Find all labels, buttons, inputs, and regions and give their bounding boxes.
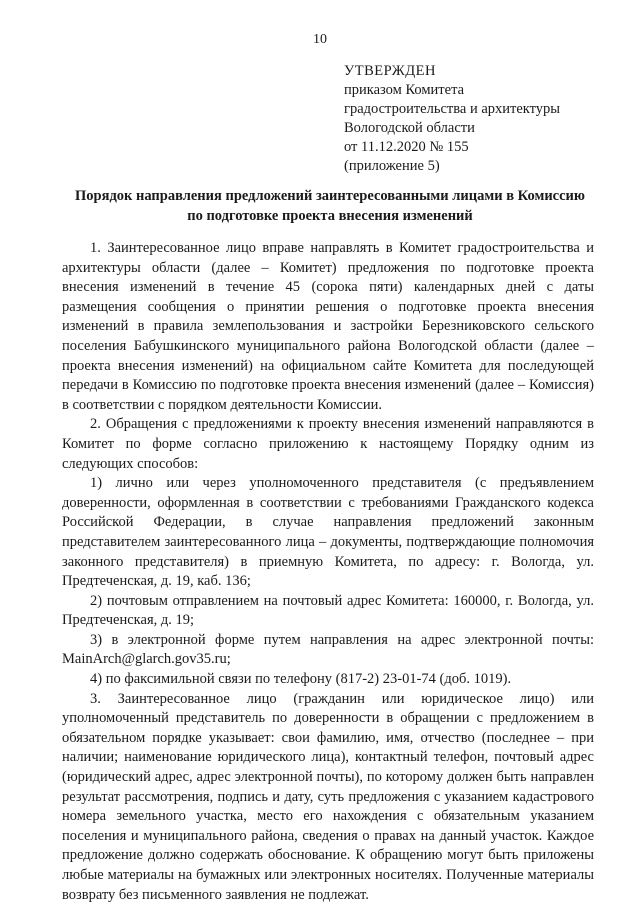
approval-line: приказом Комитета: [344, 82, 465, 98]
list-item-3: 3) в электронной форме путем направления на адрес электронной почты: MainArch@glarch.gov35.ru;: [62, 631, 594, 668]
document-body: [62, 239, 594, 905]
title-line-2: по подготовке проекта внесения изменений: [187, 208, 473, 224]
approval-line: Вологодской области: [344, 120, 475, 136]
document-title: [60, 186, 600, 226]
paragraph-1: 1. Заинтересованное лицо вправе направлять в Комитет градостроительства и архитектуры области (далее – Комитет) предложения по подготовке проекта внесения изменений в течение 45 (сорока пяти) календарных дней с даты размещения сообщения о принятии решения о подготовке проекта внесения изменений в правила землепользования и застройки Березниковского сельского поселения Бабушкинского муниципального района Вологодской области (далее – проекта внесения изменений) на официальном сайте Комитета для последующей передачи в Комиссию по подготовке проекта внесения изменений (далее – Комиссия) в соответствии с порядком деятельности Комиссии.: [62, 240, 594, 413]
approval-appendix: (приложение 5): [344, 158, 440, 174]
title-line-1: Порядок направления предложений заинтересованными лицами в Комиссию: [75, 188, 585, 204]
approval-line: градостроительства и архитектуры: [344, 101, 561, 117]
list-item-1: 1) лично или через уполномоченного представителя (с предъявлением доверенности, оформленная в соответствии с требованиями Гражданского кодекса Российской Федерации, в случае направления предложений законным представителем заинтересованного лица – документы, подтверждающие полномочия законного представителя) в приемную Комитета, по адресу: г. Вологда, ул. Предтеченская, д. 19, каб. 136;: [62, 475, 594, 590]
approval-date-number: от 11.12.2020 № 155: [344, 139, 469, 155]
approval-heading: УТВЕРЖДЕН: [344, 63, 436, 79]
list-item-2: 2) почтовым отправлением на почтовый адрес Комитета: 160000, г. Вологда, ул. Предтеченская, д. 19;: [62, 592, 594, 629]
paragraph-2: 2. Обращения с предложениями к проекту внесения изменений направляются в Комитет по форме согласно приложению к настоящему Порядку одним из следующих способов:: [62, 416, 594, 472]
approval-stamp: [344, 62, 560, 176]
page-number: 10: [313, 32, 327, 47]
paragraph-3: 3. Заинтересованное лицо (гражданин или юридическое лицо) или уполномоченный представитель по доверенности в обращении с предложением в обязательном порядке указывает: свои фамилию, имя, отчество (последнее – при наличии; наименование юридического лица), контактный телефон, почтовый адрес (юридический адрес, адрес электронной почты), по которому должен быть направлен результат рассмотрения, подпись и дату, суть предложения с указанием кадастрового номера земельного участка, место его нахождения с обязательным указанием поселения и муниципального района, сведения о правах на данный участок. Каждое предложение должно содержать обоснование. К обращению могут быть приложены любые материалы на бумажных или электронных носителях. Полученные материалы возврату без письменного заявления не подлежат.: [62, 690, 594, 903]
list-item-4: 4) по факсимильной связи по телефону (817-2) 23-01-74 (доб. 1019).: [90, 671, 512, 688]
